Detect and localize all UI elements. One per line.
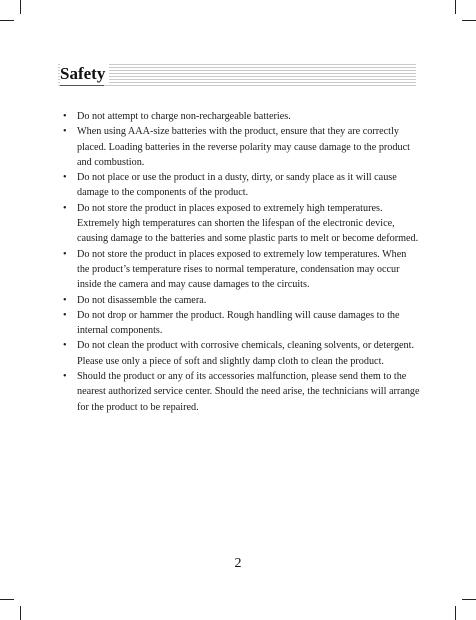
- crop-mark-bottom-left-h: [0, 599, 14, 600]
- list-item: [60, 124, 420, 170]
- bullet-icon: •: [63, 202, 67, 214]
- list-item-text: Should the product or any of its accessories malfunction, please send them to the nearest authorized service center. Should the need arise, the technicians will arrange for the product to be repaired.: [77, 371, 420, 413]
- crop-mark-bottom-right-v: [455, 606, 456, 620]
- list-item-text: When using AAA-size batteries with the product, ensure that they are correctly placed. Loading batteries in the reverse polarity may cause damage to the product and combustion.: [77, 126, 410, 168]
- list-item: [60, 293, 420, 308]
- list-item: [60, 170, 420, 201]
- bullet-icon: •: [63, 126, 67, 138]
- crop-mark-bottom-right-h: [462, 599, 476, 600]
- crop-mark-top-left-h: [0, 20, 14, 21]
- page-number: 2: [234, 556, 242, 571]
- list-item: [60, 369, 420, 415]
- list-item-text: Do not clean the product with corrosive chemicals, cleaning solvents, or detergent. Please use only a piece of soft and slightly damp cloth to clean the product.: [77, 340, 415, 367]
- section-title: Safety: [60, 63, 109, 85]
- title-underline: [60, 85, 104, 86]
- list-item-text: Do not disassemble the camera.: [77, 294, 207, 306]
- list-item: [60, 308, 420, 339]
- list-item-text: Do not store the product in places exposed to extremely low temperatures. When the product’s temperature rises to normal temperature, condensation may occur inside the camera and may cause damages to the circuits.: [77, 248, 407, 291]
- list-item: [60, 109, 420, 124]
- list-item: [60, 338, 420, 369]
- bullet-icon: •: [63, 111, 67, 122]
- crop-mark-bottom-left-v: [20, 606, 21, 620]
- crop-mark-top-right-v: [455, 0, 456, 14]
- list-item: [60, 247, 420, 293]
- bullet-icon: •: [63, 371, 67, 383]
- crop-mark-top-right-h: [462, 20, 476, 21]
- section-header: [58, 60, 416, 90]
- header-rule-lines: [58, 64, 416, 86]
- list-item-text: Do not attempt to charge non-rechargeable batteries.: [77, 111, 291, 122]
- crop-mark-top-left-v: [20, 0, 21, 14]
- bullet-icon: •: [63, 340, 67, 352]
- bullet-icon: •: [63, 294, 67, 306]
- list-item: [60, 201, 420, 247]
- bullet-icon: •: [63, 248, 67, 260]
- bullet-icon: •: [63, 309, 67, 321]
- list-item-text: Do not place or use the product in a dusty, dirty, or sandy place as it will cause damage to the components of the product.: [77, 172, 397, 199]
- bullet-icon: •: [63, 172, 67, 184]
- list-item-text: Do not drop or hammer the product. Rough handling will cause damages to the internal components.: [77, 309, 400, 337]
- list-item-text: Do not store the product in places exposed to extremely high temperatures. Extremely high temperatures can shorten the lifespan of the electronic device, causing damage to the batteries and some plastic parts to melt or become deformed.: [77, 202, 419, 245]
- safety-list: [60, 109, 420, 415]
